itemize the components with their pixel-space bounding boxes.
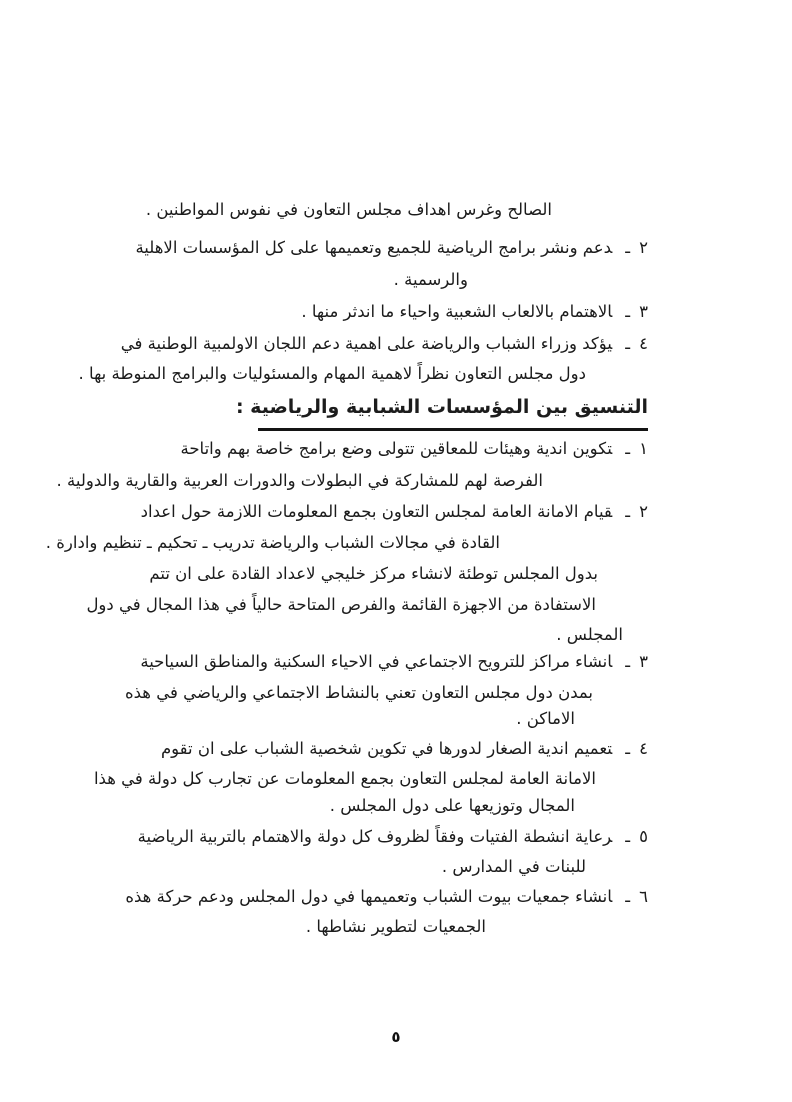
item-text-line: الاستفادة من الاجهزة القائمة والفرص المتاحة حالياً في هذا المجال في دول [86, 595, 596, 614]
item-text-line: تكوين اندية وهيئات للمعاقين تتولى وضع برامج خاصة بهم واتاحة [180, 439, 613, 458]
list-item [161, 738, 648, 760]
paragraph-continuation-line: الصالح وغرس اهداف مجلس التعاون في نفوس المواطنين . [145, 200, 552, 219]
item-number: ٤ [639, 739, 648, 758]
item-dash: ـ [625, 334, 631, 353]
list-item [121, 333, 648, 355]
section-heading: التنسيق بين المؤسسات الشبابية والرياضية : [235, 396, 648, 418]
item-text-line: المجلس . [556, 625, 623, 644]
item-text-line: للبنات في المدارس . [441, 857, 586, 876]
list-item [181, 438, 648, 460]
item-dash: ـ [625, 502, 631, 521]
item-text-line: دول مجلس التعاون نظراً لاهمية المهام والمسئوليات والبرامج المنوطة بها . [78, 364, 586, 383]
item-text-line: الاهتمام بالالعاب الشعبية واحياء ما اندثر منها . [301, 302, 613, 321]
list-item [135, 237, 648, 259]
item-text-line: رعاية انشطة الفتيات وفقاً لظروف كل دولة والاهتمام بالتربية الرياضية [137, 827, 613, 846]
item-number: ٣ [639, 302, 648, 321]
item-text-line: والرسمية . [393, 270, 468, 289]
item-number: ٥ [639, 827, 648, 846]
text-block [45, 0, 648, 1102]
item-number: ٢ [639, 238, 648, 257]
list-item [140, 651, 648, 673]
list-item [138, 826, 648, 848]
item-text-line: المجال وتوزيعها على دول المجلس . [329, 796, 575, 815]
item-number: ٦ [639, 887, 648, 906]
item-text-line: الفرصة لهم للمشاركة في البطولات والدورات العربية والقارية والدولية . [56, 471, 543, 490]
item-text-line: انشاء مراكز للترويح الاجتماعي في الاحياء السكنية والمناطق السياحية [140, 652, 613, 671]
list-item [125, 886, 648, 908]
list-item [141, 501, 648, 523]
item-number: ٤ [639, 334, 648, 353]
item-dash: ـ [625, 238, 631, 257]
item-dash: ـ [625, 439, 631, 458]
item-text-line: تعميم اندية الصغار لدورها في تكوين شخصية الشباب على ان تقوم [160, 739, 613, 758]
page-number: ٥ [391, 1028, 401, 1046]
item-text-line: يؤكد وزراء الشباب والرياضة على اهمية دعم اللجان الاولمبية الوطنية في [120, 334, 613, 353]
item-text-line: الاماكن . [516, 709, 575, 728]
item-dash: ـ [625, 302, 631, 321]
item-text-line: القادة في مجالات الشباب والرياضة تدريب ـ تحكيم ـ تنظيم وادارة . [45, 533, 500, 552]
item-dash: ـ [625, 739, 631, 758]
heading-underline [258, 428, 648, 431]
item-text-line: قيام الامانة العامة لمجلس التعاون بجمع المعلومات اللازمة حول اعداد [140, 502, 613, 521]
list-item [301, 301, 648, 323]
item-text-line: دعم ونشر برامج الرياضية للجميع وتعميمها على كل المؤسسات الاهلية [135, 238, 613, 257]
item-text-line: الجمعيات لتطوير نشاطها . [305, 917, 486, 936]
item-number: ١ [639, 439, 648, 458]
item-number: ٣ [639, 652, 648, 671]
item-dash: ـ [625, 652, 631, 671]
item-dash: ـ [625, 887, 631, 906]
item-text-line: بدول المجلس توطئة لانشاء مركز خليجي لاعداد القادة على ان تتم [149, 564, 598, 583]
item-number: ٢ [639, 502, 648, 521]
item-text-line: انشاء جمعيات بيوت الشباب وتعميمها في دول المجلس ودعم حركة هذه [125, 887, 613, 906]
item-text-line: الامانة العامة لمجلس التعاون بجمع المعلومات عن تجارب كل دولة في هذا [93, 769, 596, 788]
item-text-line: بمدن دول مجلس التعاون تعني بالنشاط الاجتماعي والرياضي في هذه [124, 683, 593, 702]
item-dash: ـ [625, 827, 631, 846]
